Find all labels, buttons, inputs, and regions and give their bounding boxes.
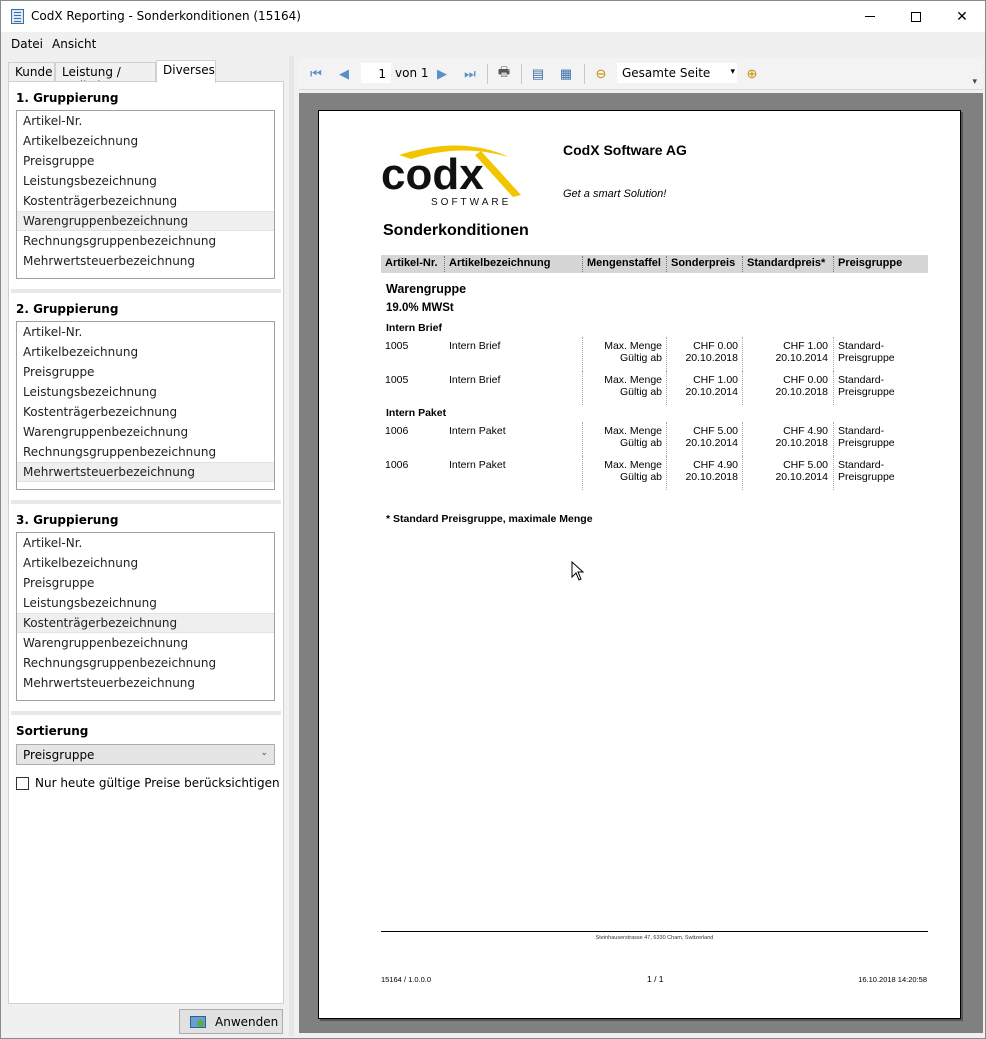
list-item[interactable]: Artikelbezeichnung — [23, 134, 139, 148]
list-item[interactable]: Preisgruppe — [23, 365, 95, 379]
divider — [11, 711, 281, 715]
sorting-select[interactable] — [16, 744, 275, 765]
toolbar-separator — [584, 64, 585, 84]
cell-sonderpreis-line: 20.10.2018 — [685, 352, 738, 364]
title-bar — [1, 1, 985, 32]
column-divider — [742, 371, 743, 405]
column-divider — [833, 456, 834, 490]
cell-artikelbezeichnung: Intern Brief — [449, 374, 501, 386]
column-divider — [582, 371, 583, 405]
list-item[interactable]: Artikelbezeichnung — [23, 556, 139, 570]
close-button[interactable] — [939, 1, 985, 32]
cell-preisgruppe — [838, 425, 895, 449]
page-count-label: von 1 — [395, 66, 429, 80]
chevron-down-icon: ⌄ — [260, 748, 268, 758]
apply-icon — [190, 1015, 206, 1029]
cell-standardpreis-line: 20.10.2018 — [775, 386, 828, 398]
cell-sonderpreis-line: 20.10.2014 — [685, 437, 738, 449]
column-divider — [742, 422, 743, 456]
cell-sonderpreis — [666, 425, 738, 449]
cell-standardpreis — [742, 374, 828, 398]
column-divider — [833, 371, 834, 405]
column-divider — [742, 337, 743, 371]
cell-standardpreis-line: CHF 4.90 — [783, 425, 828, 437]
cell-preisgruppe-line: Preisgruppe — [838, 352, 895, 364]
cell-standardpreis-line: 20.10.2018 — [775, 437, 828, 449]
toolbar-separator — [487, 64, 488, 84]
subgroup-heading: Intern Paket — [386, 407, 447, 419]
panel-splitter[interactable] — [289, 56, 294, 1036]
table-row — [381, 340, 928, 370]
zoom-in-icon[interactable]: ⊕ — [746, 66, 758, 81]
cell-mengenstaffel-line: Gültig ab — [619, 386, 662, 398]
cell-mengenstaffel-line: Gültig ab — [619, 437, 662, 449]
cell-preisgruppe-line: Standard- — [838, 340, 885, 352]
cell-standardpreis-line: 20.10.2014 — [775, 352, 828, 364]
cell-preisgruppe-line: Standard- — [838, 374, 885, 386]
cell-artikel-nr: 1005 — [385, 340, 409, 352]
list-item[interactable]: Leistungsbezeichnung — [23, 385, 157, 399]
today-prices-checkbox[interactable] — [16, 777, 29, 790]
export-icon[interactable]: ▤ — [531, 66, 545, 81]
cell-sonderpreis-line: 20.10.2014 — [685, 386, 738, 398]
first-page-icon[interactable]: ⏮ — [310, 66, 322, 81]
cell-mengenstaffel-line: Max. Menge — [604, 374, 662, 386]
chevron-down-icon: ▾ — [730, 67, 735, 77]
column-divider — [666, 456, 667, 490]
minimize-icon — [865, 16, 875, 17]
col-mengenstaffel: Mengenstaffel — [582, 256, 661, 272]
menu-bar — [1, 33, 985, 55]
company-address: Steinhauserstrasse 47, 6330 Cham, Switzerland — [595, 935, 714, 941]
tab-kunde[interactable]: Kunde — [8, 62, 55, 82]
list-item[interactable]: Kostenträgerbezeichnung — [23, 194, 178, 208]
list-item[interactable]: Mehrwertsteuerbezeichnung — [23, 676, 196, 690]
cell-mengenstaffel — [582, 425, 662, 449]
list-item[interactable]: Mehrwertsteuerbezeichnung — [17, 462, 274, 482]
column-divider — [582, 456, 583, 490]
list-item[interactable]: Artikel-Nr. — [23, 325, 83, 339]
list-item[interactable]: Warengruppenbezeichnung — [23, 425, 189, 439]
footer-timestamp: 16.10.2018 14:20:58 — [858, 975, 927, 984]
group-heading: Warengruppe — [386, 282, 467, 296]
report-page — [318, 110, 961, 1019]
list-item[interactable]: Warengruppenbezeichnung — [17, 211, 274, 231]
print-icon[interactable]: 🖶 — [497, 64, 511, 79]
footer-report-id: 15164 / 1.0.0.0 — [381, 975, 432, 984]
toolbar-separator — [521, 64, 522, 84]
company-name: CodX Software AG — [563, 142, 687, 158]
cell-artikel-nr: 1006 — [385, 425, 409, 437]
cell-artikelbezeichnung: Intern Paket — [449, 425, 506, 437]
cell-preisgruppe-line: Standard- — [838, 425, 885, 437]
maximize-icon — [911, 12, 921, 22]
col-preisgruppe: Preisgruppe — [833, 256, 902, 272]
cell-mengenstaffel-line: Gültig ab — [619, 352, 662, 364]
logo-subtitle: SOFTWARE — [431, 197, 512, 208]
column-divider — [833, 422, 834, 456]
cell-sonderpreis-line: CHF 0.00 — [693, 340, 738, 352]
table-row — [381, 459, 928, 489]
zoom-select[interactable] — [617, 63, 737, 83]
list-item[interactable]: Kostenträgerbezeichnung — [23, 405, 178, 419]
today-prices-option[interactable] — [16, 776, 280, 790]
maximize-button[interactable] — [893, 1, 939, 32]
sorting-value: Preisgruppe — [23, 748, 95, 762]
cell-preisgruppe-line: Standard- — [838, 459, 885, 471]
cell-sonderpreis-line: CHF 5.00 — [693, 425, 738, 437]
list-item[interactable]: Leistungsbezeichnung — [23, 174, 157, 188]
cell-preisgruppe-line: Preisgruppe — [838, 386, 895, 398]
footnote: * Standard Preisgruppe, maximale Menge — [386, 513, 593, 525]
cell-sonderpreis-line: 20.10.2018 — [685, 471, 738, 483]
cell-standardpreis-line: 20.10.2014 — [775, 471, 828, 483]
zoom-out-icon[interactable]: ⊖ — [595, 66, 607, 81]
preview-toolbar — [299, 58, 983, 90]
grouping-3-list[interactable] — [16, 532, 275, 701]
list-item[interactable]: Rechnungsgruppenbezeichnung — [23, 234, 217, 248]
list-item[interactable]: Warengruppenbezeichnung — [23, 636, 189, 650]
list-item[interactable]: Mehrwertsteuerbezeichnung — [23, 254, 196, 268]
cell-standardpreis-line: CHF 0.00 — [783, 374, 828, 386]
list-item[interactable]: Preisgruppe — [23, 154, 95, 168]
list-item[interactable]: Artikelbezeichnung — [23, 345, 139, 359]
grouping-3-heading: 3. Gruppierung — [16, 513, 119, 527]
grouping-1-list[interactable] — [16, 110, 275, 279]
app-icon — [11, 9, 24, 24]
column-divider — [742, 456, 743, 490]
cell-mengenstaffel-line: Max. Menge — [604, 425, 662, 437]
col-sonderpreis: Sonderpreis — [666, 256, 735, 272]
toolbar-overflow-icon[interactable]: ▾ — [972, 76, 977, 86]
page-setup-icon[interactable]: ▦ — [559, 66, 573, 81]
cell-sonderpreis — [666, 374, 738, 398]
report-preview[interactable] — [299, 93, 983, 1033]
cell-standardpreis — [742, 459, 828, 483]
cell-preisgruppe — [838, 459, 895, 483]
table-row — [381, 425, 928, 455]
cell-mengenstaffel — [582, 459, 662, 483]
tab-diverses[interactable]: Diverses — [156, 60, 216, 83]
vat-heading: 19.0% MWSt — [386, 302, 454, 314]
cell-mengenstaffel-line: Max. Menge — [604, 459, 662, 471]
col-artikelbezeichnung: Artikelbezeichnung — [444, 256, 550, 272]
list-item[interactable]: Rechnungsgruppenbezeichnung — [23, 656, 217, 670]
cell-standardpreis — [742, 340, 828, 364]
window-title: CodX Reporting - Sonderkonditionen (15164) — [31, 9, 301, 23]
today-prices-label: Nur heute gültige Preise berücksichtigen — [35, 776, 280, 790]
minimize-button[interactable] — [847, 1, 893, 32]
divider — [11, 500, 281, 504]
logo-wordmark: codx — [381, 150, 484, 199]
cell-preisgruppe — [838, 374, 895, 398]
column-divider — [666, 422, 667, 456]
divider — [11, 289, 281, 293]
apply-label: Anwenden — [215, 1014, 279, 1029]
report-title: Sonderkonditionen — [383, 222, 529, 239]
column-divider — [833, 337, 834, 371]
cell-sonderpreis-line: CHF 4.90 — [693, 459, 738, 471]
cell-mengenstaffel-line: Gültig ab — [619, 471, 662, 483]
close-icon: ✕ — [956, 8, 968, 24]
list-item[interactable]: Kostenträgerbezeichnung — [17, 613, 274, 633]
cell-sonderpreis — [666, 340, 738, 364]
codx-logo — [381, 141, 536, 211]
cell-artikelbezeichnung: Intern Brief — [449, 340, 501, 352]
page-number-input[interactable]: 1 — [361, 63, 391, 83]
menu-view[interactable]: Ansicht — [52, 37, 97, 51]
tab-leistung-artikel[interactable]: Leistung / — [55, 62, 156, 82]
sorting-heading: Sortierung — [16, 724, 89, 738]
footer-page-number: 1 / 1 — [647, 974, 664, 984]
cell-mengenstaffel — [582, 340, 662, 364]
cell-mengenstaffel — [582, 374, 662, 398]
grouping-1-heading: 1. Gruppierung — [16, 91, 119, 105]
menu-file[interactable]: Datei — [11, 37, 44, 51]
cell-sonderpreis-line: CHF 1.00 — [693, 374, 738, 386]
table-header — [381, 255, 928, 273]
cell-sonderpreis — [666, 459, 738, 483]
grouping-2-list[interactable] — [16, 321, 275, 490]
grouping-2-heading: 2. Gruppierung — [16, 302, 119, 316]
cell-standardpreis-line: CHF 1.00 — [783, 340, 828, 352]
cell-preisgruppe — [838, 340, 895, 364]
list-item[interactable]: Preisgruppe — [23, 576, 95, 590]
cell-artikel-nr: 1005 — [385, 374, 409, 386]
cell-preisgruppe-line: Preisgruppe — [838, 471, 895, 483]
footer-rule — [381, 931, 928, 932]
options-panel — [8, 81, 284, 1004]
cell-standardpreis — [742, 425, 828, 449]
cell-artikel-nr: 1006 — [385, 459, 409, 471]
column-divider — [582, 337, 583, 371]
table-row — [381, 374, 928, 404]
apply-button[interactable] — [179, 1009, 283, 1034]
cell-mengenstaffel-line: Max. Menge — [604, 340, 662, 352]
list-item[interactable]: Artikel-Nr. — [23, 114, 83, 128]
cell-preisgruppe-line: Preisgruppe — [838, 437, 895, 449]
col-artikel-nr: Artikel-Nr. — [385, 257, 438, 269]
mouse-cursor-icon — [571, 561, 585, 581]
subgroup-heading: Intern Brief — [386, 322, 443, 334]
list-item[interactable]: Leistungsbezeichnung — [23, 596, 157, 610]
zoom-value: Gesamte Seite — [622, 66, 711, 80]
next-page-icon[interactable]: ▶ — [437, 66, 447, 81]
col-standardpreis: Standardpreis* — [742, 256, 825, 272]
previous-page-icon[interactable]: ◀ — [339, 66, 349, 81]
list-item[interactable]: Artikel-Nr. — [23, 536, 83, 550]
column-divider — [666, 371, 667, 405]
column-divider — [666, 337, 667, 371]
cell-standardpreis-line: CHF 5.00 — [783, 459, 828, 471]
company-slogan: Get a smart Solution! — [563, 188, 667, 200]
cell-artikelbezeichnung: Intern Paket — [449, 459, 506, 471]
last-page-icon[interactable]: ⏭ — [464, 66, 476, 81]
list-item[interactable]: Rechnungsgruppenbezeichnung — [23, 445, 217, 459]
column-divider — [582, 422, 583, 456]
